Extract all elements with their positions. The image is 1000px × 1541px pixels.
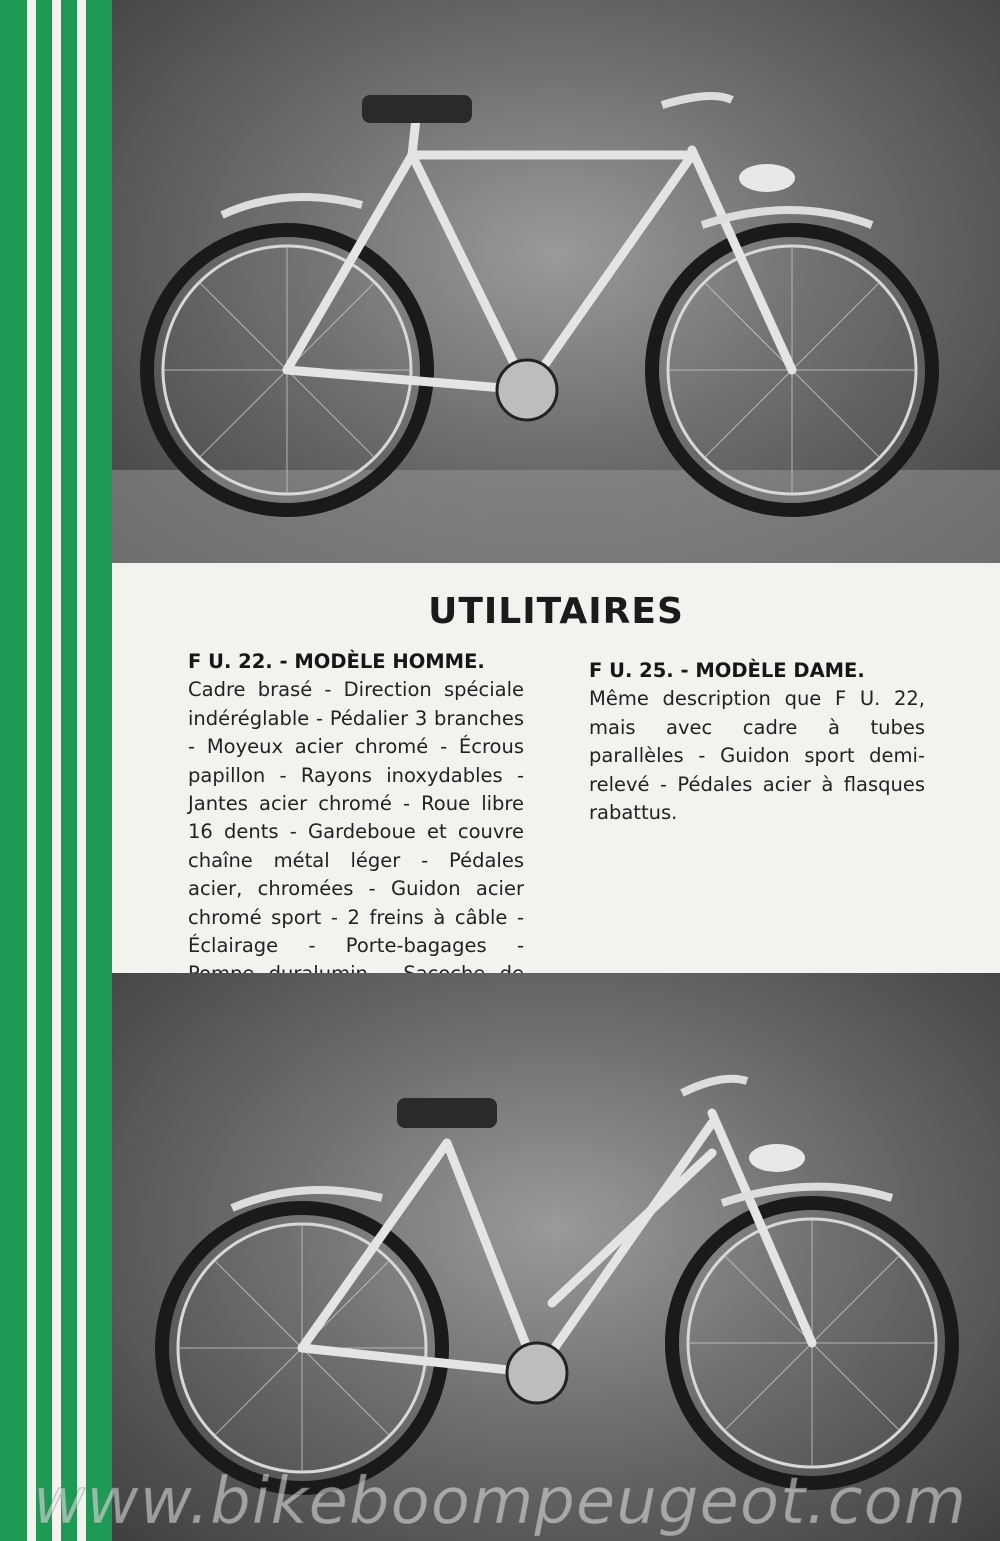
ladies-bicycle-illustration [112,973,1000,1541]
mens-model-description: Cadre brasé - Direction spéciale indéréglable - Pédalier 3 branches - Moyeux acier chromé - Écrous papillon - Rayons inoxydables - Jantes acier chromé - Roue libre 16 dents - Gardeboue et couvre chaîne métal léger - Pédales acier, chromées - Guidon acier chromé sport - 2 freins à câble - Éclairage - Porte-bagages - [188,678,524,958]
mens-model-title: F U. 22. - MODÈLE HOMME. [188,650,485,673]
watermark-text: www.bikeboompeugeot.com [32,1465,968,1539]
ladies-model-description: Même description que F U. 22, mais avec cadre à tubes parallèles - Guidon sport demi-relevé - Pédales acier à flasques rabattus. [589,687,925,825]
mens-bicycle-illustration [112,0,1000,563]
description-band [112,563,1000,973]
white-stripe [27,0,36,1541]
ladies-bicycle-photo [112,973,1000,1541]
ladies-model-title: F U. 25. - MODÈLE DAME. [589,659,865,682]
white-stripe [77,0,86,1541]
white-stripe [52,0,61,1541]
page-heading: UTILITAIRES [428,591,684,632]
green-stripe-border [0,0,112,1541]
ladies-model-column [589,648,925,827]
mens-bicycle-photo [112,0,1000,563]
